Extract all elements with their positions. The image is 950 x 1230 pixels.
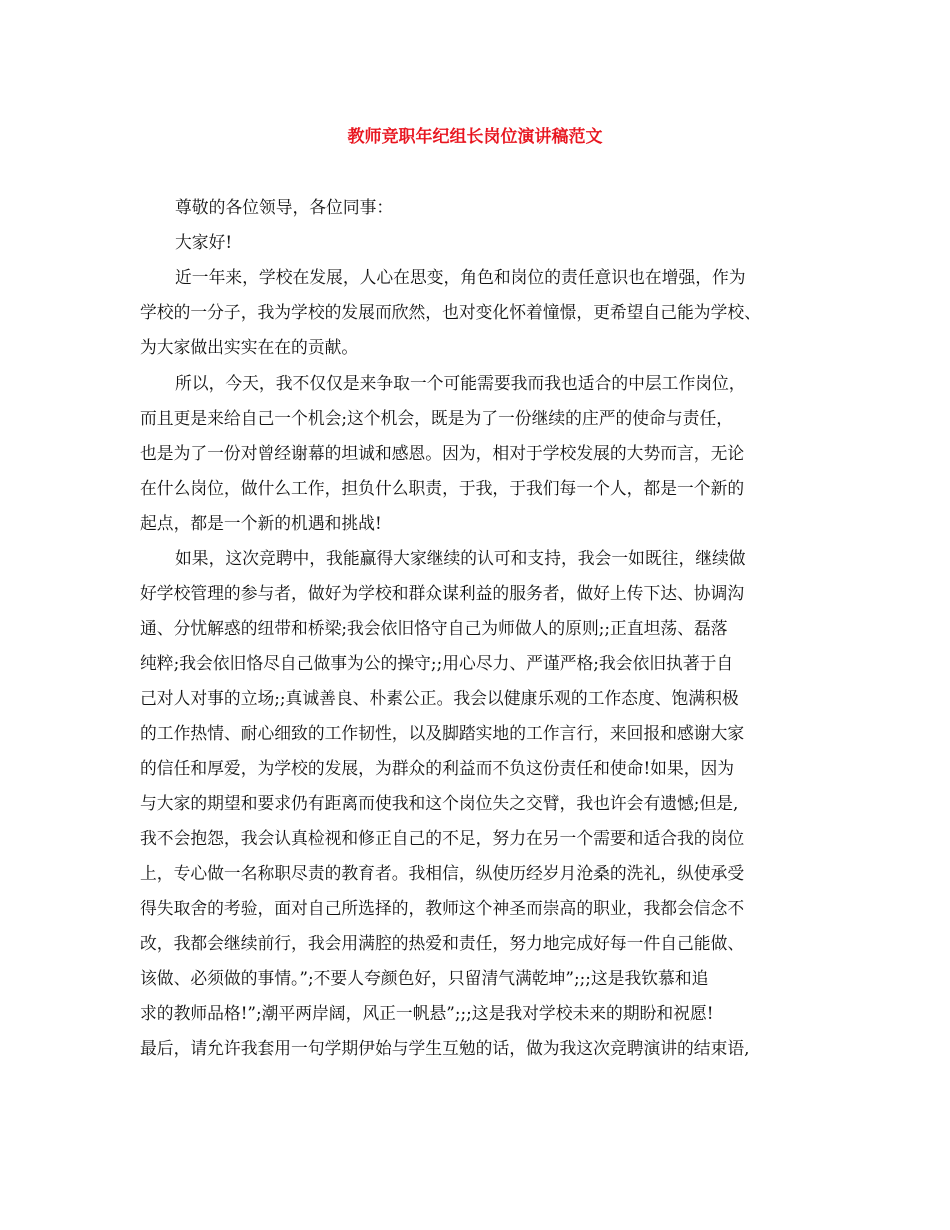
paragraph-line: 的工作热情、耐心细致的工作韧性，以及脚踏实地的工作言行，来回报和感谢大家 [140,723,745,743]
paragraph-line: 好学校管理的参与者，做好为学校和群众谋利益的服务者，做好上传下达、协调沟 [140,583,745,603]
paragraph-line: 上，专心做一名称职尽责的教育者。我相信，纵使历经岁月沧桑的洗礼，纵使承受 [140,863,745,883]
paragraph-line: 为大家做出实实在在的贡献。 [140,337,359,357]
paragraph-line: 大家好! [175,232,233,252]
paragraph-line: 最后，请允许我套用一句学期伊始与学生互勉的话，做为我这次竞聘演讲的结束语, [140,1038,750,1058]
paragraph-line: 也是为了一份对曾经谢幕的坦诚和感恩。因为，相对于学校发展的大势而言，无论 [140,443,745,463]
paragraph-line: 而且更是来给自己一个机会;这个机会，既是为了一份继续的庄严的使命与责任， [140,408,734,428]
paragraph-line: 学校的一分子，我为学校的发展而欣然，也对变化怀着憧憬，更希望自己能为学校、 [140,302,761,322]
document-title: 教师竞职年纪组长岗位演讲稿范文 [347,127,603,147]
paragraph-line: 通、分忧解惑的纽带和桥梁;我会依旧恪守自己为师做人的原则;;正直坦荡、磊落 [140,618,728,638]
paragraph-line: 求的教师品格!”;潮平两岸阔，风正一帆悬”;;;这是我对学校未来的期盼和祝愿! [140,1003,714,1023]
paragraph-line: 近一年来，学校在发展，人心在思变，角色和岗位的责任意识也在增强，作为 [175,267,746,287]
paragraph-line: 在什么岗位，做什么工作，担负什么职责，于我，于我们每一个人，都是一个新的 [140,478,745,498]
paragraph-line: 己对人对事的立场;;真诚善良、朴素公正。我会以健康乐观的工作态度、饱满积极 [140,688,739,708]
paragraph-line: 与大家的期望和要求仍有距离而使我和这个岗位失之交臂，我也许会有遗憾;但是, [140,793,739,813]
paragraph-line: 起点，都是一个新的机遇和挑战! [140,513,382,533]
paragraph-line: 如果，这次竞聘中，我能赢得大家继续的认可和支持，我会一如既往，继续做 [175,548,746,568]
paragraph-line: 所以，今天，我不仅仅是来争取一个可能需要我而我也适合的中层工作岗位， [175,373,746,393]
paragraph-line: 得失取舍的考验，面对自己所选择的，教师这个神圣而崇高的职业，我都会信念不 [140,898,745,918]
paragraph-line: 该做、必须做的事情。”;不要人夸颜色好，只留清气满乾坤”;;;这是我钦慕和追 [140,968,709,988]
paragraph-line: 的信任和厚爱，为学校的发展，为群众的利益而不负这份责任和使命!如果，因为 [140,758,735,778]
paragraph-line: 纯粹;我会依旧恪尽自己做事为公的操守;;用心尽力、严谨严格;我会依旧执著于自 [140,653,734,673]
paragraph-line: 我不会抱怨，我会认真检视和修正自己的不足，努力在另一个需要和适合我的岗位 [140,828,745,848]
paragraph-line: 改，我都会继续前行，我会用满腔的热爱和责任，努力地完成好每一件自己能做、 [140,933,745,953]
paragraph-line: 尊敬的各位领导，各位同事： [175,197,394,217]
